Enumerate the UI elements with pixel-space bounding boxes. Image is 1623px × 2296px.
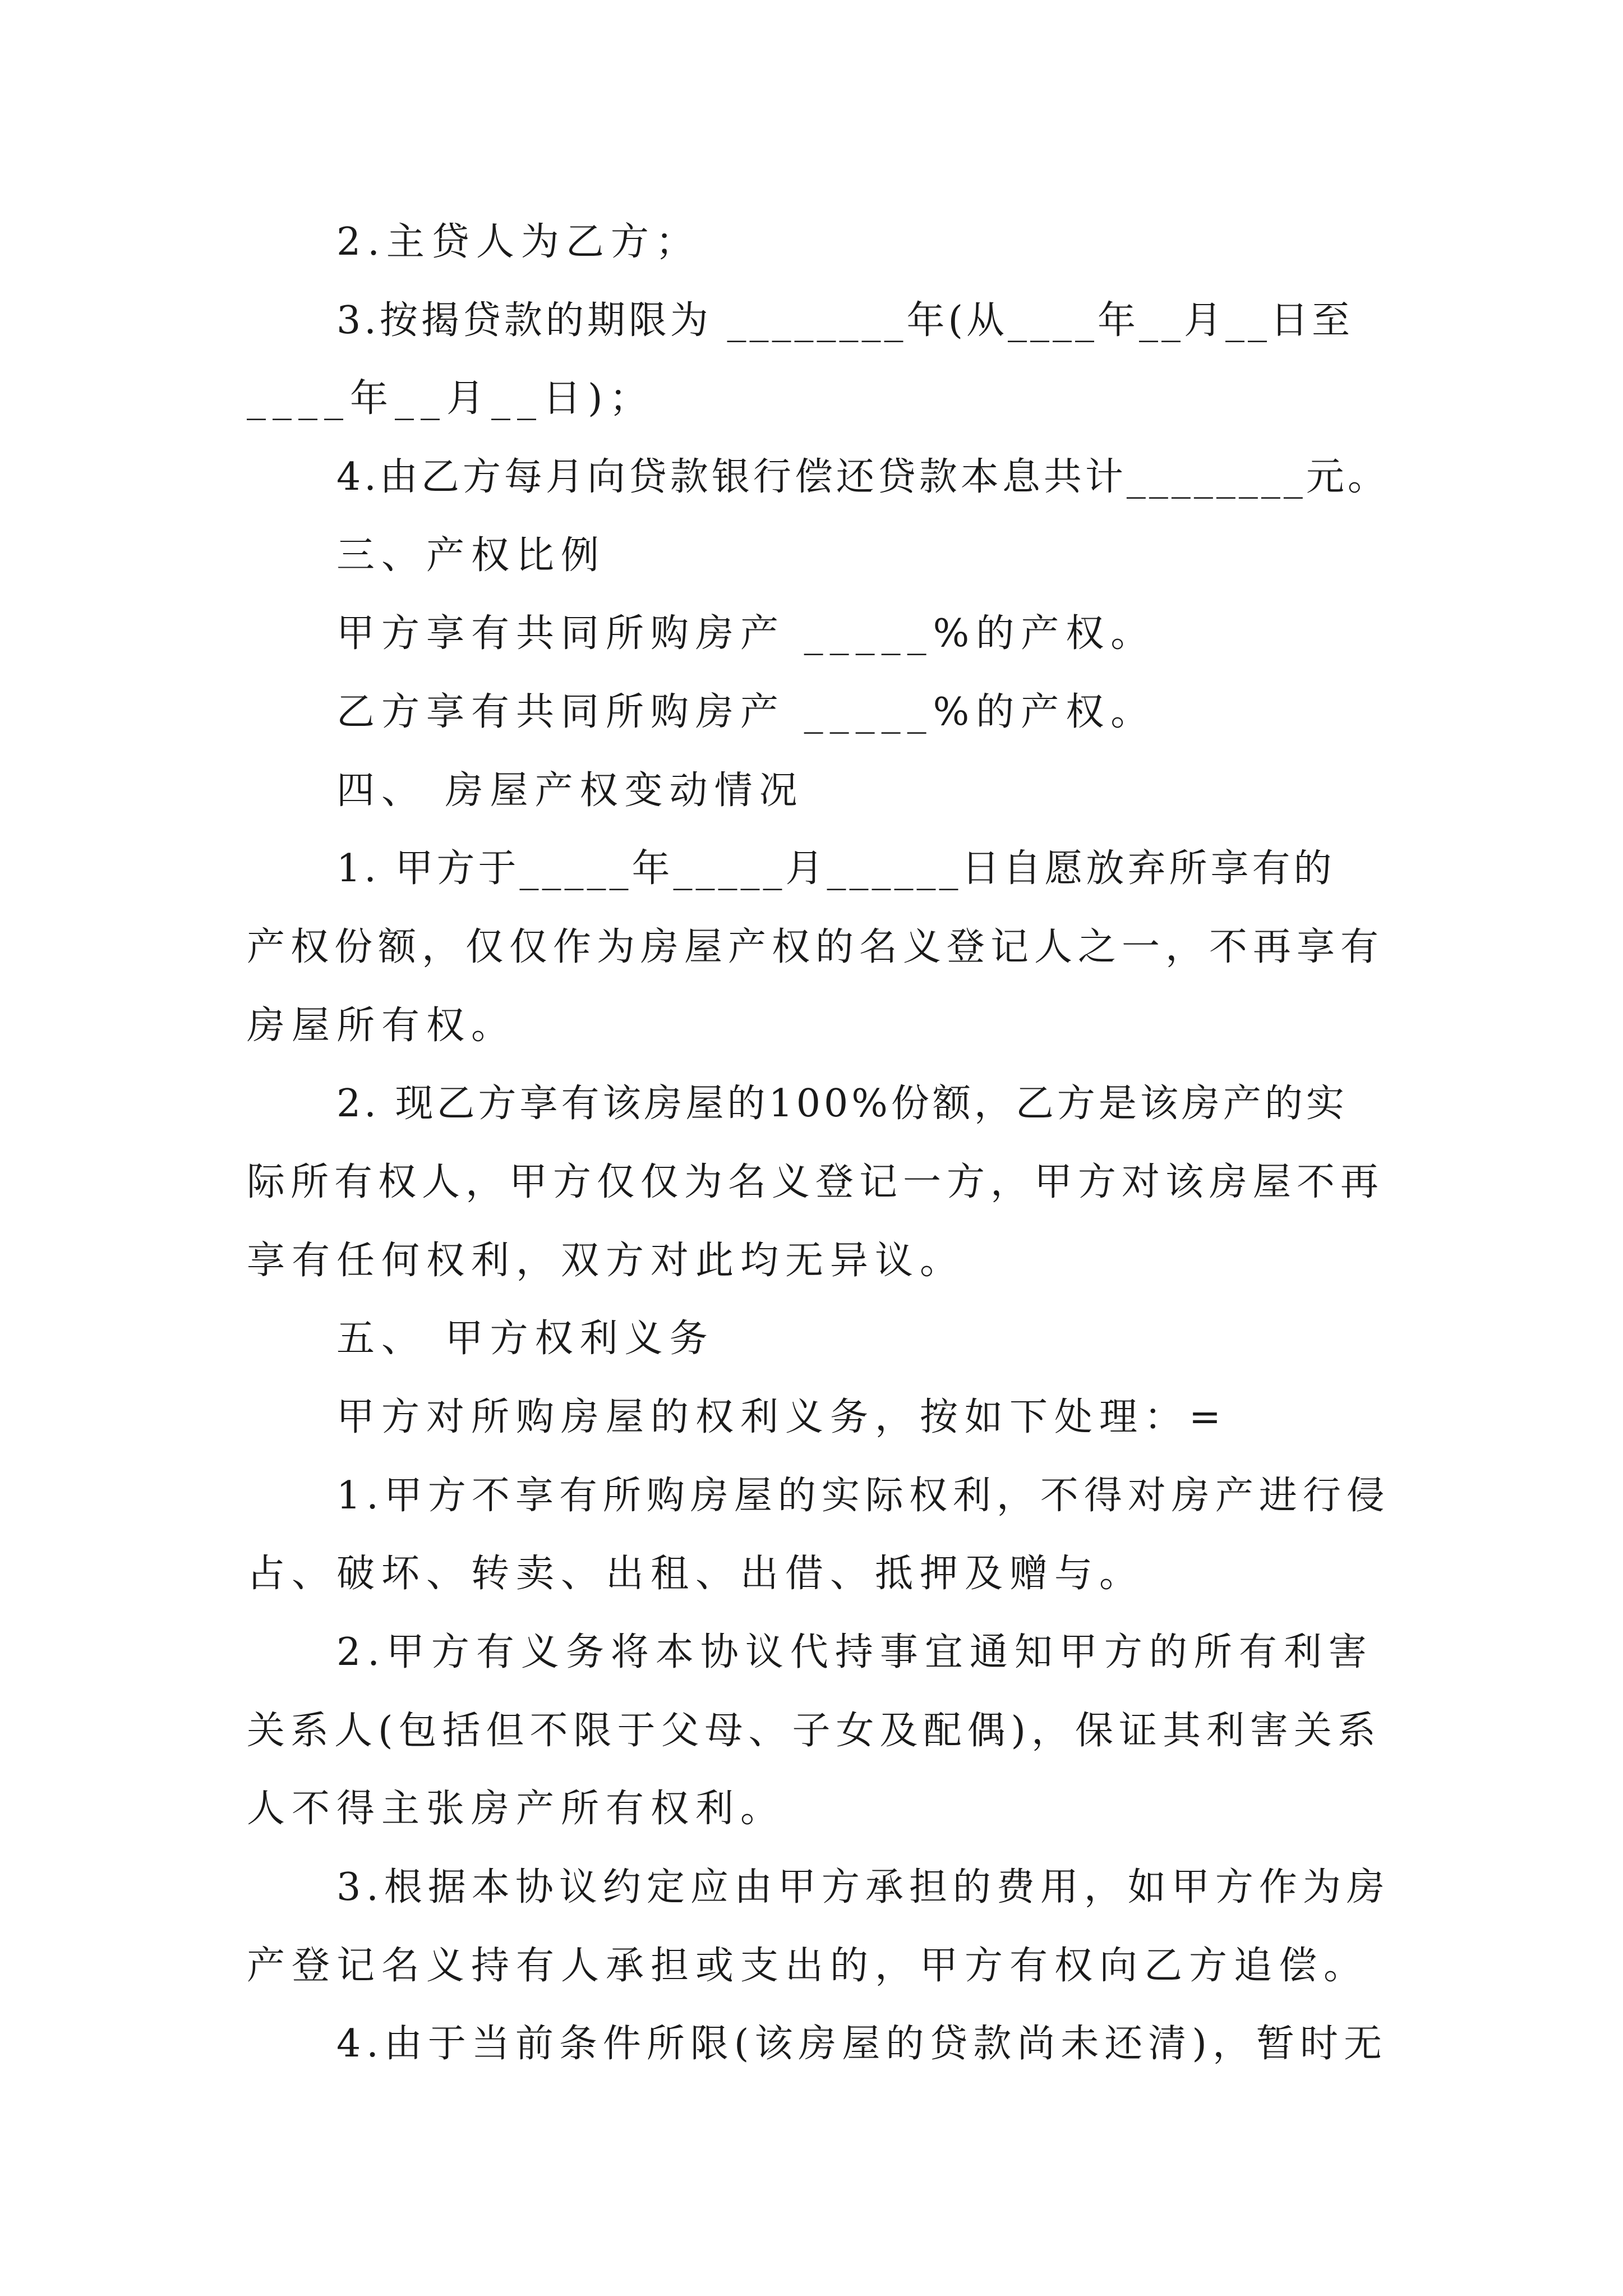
text-line: 产登记名义持有人承担或支出的，甲方有权向乙方追偿。 (247, 1944, 1369, 1988)
text-line: 占、破坏、转卖、出租、出借、抵押及赠与。 (247, 1552, 1145, 1596)
text-line: 享有任何权利，双方对此均无异议。 (247, 1239, 965, 1283)
text-line: 1. 甲方于_____年_____月______日自愿放弃所享有的 (336, 846, 1335, 891)
text-line: 甲方对所购房屋的权利义务，按如下处理：= (336, 1395, 1228, 1439)
text-line: 2.甲方有义务将本协议代持事宜通知甲方的所有利害 (336, 1630, 1373, 1674)
text-line: 房屋所有权。 (247, 1004, 517, 1048)
text-line: 际所有权人，甲方仅仅为名义登记一方，甲方对该房屋不再 (247, 1160, 1385, 1204)
text-line: 3.根据本协议约定应由甲方承担的费用，如甲方作为房 (336, 1865, 1390, 1910)
text-line: 1.甲方不享有所购房屋的实际权利，不得对房产进行侵 (336, 1474, 1390, 1518)
text-line: 2.主贷人为乙方； (336, 220, 700, 264)
text-line: 乙方享有共同所购房产 _____%的产权。 (336, 690, 1156, 734)
section-heading: 四、 房屋产权变动情况 (336, 769, 804, 813)
text-line: 3.按揭贷款的期限为 ________年(从____年__月__日至 (336, 298, 1354, 343)
text-line: 2. 现乙方享有该房屋的100%份额，乙方是该房产的实 (336, 1082, 1348, 1126)
section-heading: 五、 甲方权利义务 (336, 1317, 714, 1361)
text-line: 产权份额，仅仅作为房屋产权的名义登记人之一，不再享有 (247, 925, 1385, 969)
text-line: 关系人(包括但不限于父母、子女及配偶)，保证其利害关系 (247, 1709, 1382, 1753)
text-line: 4.由于当前条件所限(该房屋的贷款尚未还清)，暂时无 (336, 2022, 1387, 2066)
text-line: 人不得主张房产所有权利。 (247, 1787, 786, 1831)
text-line: 4.由乙方每月向贷款银行偿还贷款本息共计________元。 (336, 455, 1389, 499)
text-line: 甲方享有共同所购房产 _____%的产权。 (336, 611, 1156, 656)
section-heading: 三、产权比例 (336, 533, 606, 578)
text-line: ____年__月__日)； (247, 376, 654, 421)
